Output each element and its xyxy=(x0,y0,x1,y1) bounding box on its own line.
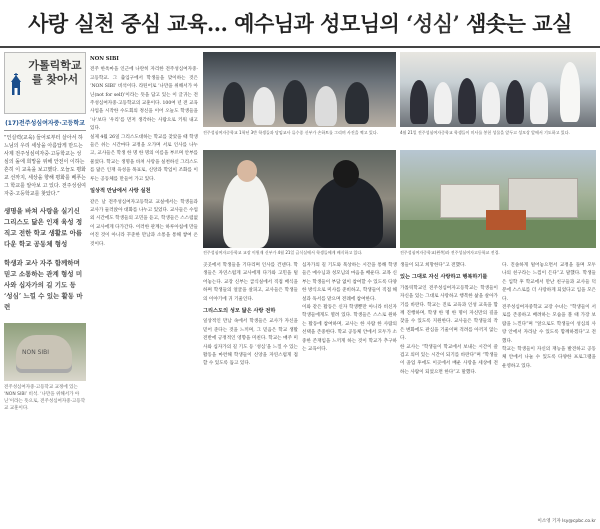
photo-campus-aerial xyxy=(400,150,596,248)
sidebar xyxy=(4,52,86,526)
headline-quote: ‘성심’ xyxy=(406,11,460,36)
paragraph: 실제 4월 26일 그리스도대하는 학교를 찾았을 때 학생들은 쉬는 시간마다 교정을 오가며 서로 인사를 나누고, 교사들은 학생 한 명 한 명의 이름을 부르며 안부를 물었다. 학교는 생명을 바쳐 사랑을 실천하신 그리스도를 닮은 인재 육성을 목표로, 신앙과 학업이 조화를 이루는 공동체를 만들어 가고 있다. xyxy=(90,134,198,182)
paragraph: 생들이 되고 희망한다”고 전했다. xyxy=(400,263,466,268)
photo-caption: 전주성심여자중학교 1학년 3반 학생들과 담임교사 류수종 신부가 손하트를 그리며 사진을 찍고 있다. xyxy=(203,130,378,135)
pull-quote-2: 학생과 교사 자주 함께하며 믿고 소통하는 관계 형성 미사와 십자가의 길 기도 등 ‘성심’ 느낄 수 있는 활동 마련 xyxy=(4,259,83,311)
paragraph: 십자가의 길 기도와 묵상하는 시간을 통해 학생들은 예수님과 성모님의 마음을 배운다. 교목 신부는 학생들이 부담 없이 참여할 수 있도록 다양한 방식으로 미사를 준비하고, 학생들이 직접 해설과 독서를 맡으며 전례에 참여한다. xyxy=(302,263,397,302)
subheading: 있는 그대로 자신 사랑하고 행복하기를 xyxy=(400,274,488,281)
photo-prayer xyxy=(400,52,596,127)
article-column-3 xyxy=(302,262,397,526)
photo-caption: 전주성심여자중학교(왼쪽)과 전주성심여자고등학교 전경. xyxy=(400,250,500,255)
byline: 이소영 기자 lsy@cpbc.co.kr xyxy=(537,519,596,524)
series-title: 가톨릭학교를 찾아서 xyxy=(28,59,82,86)
article-column-1 xyxy=(90,52,198,526)
school-name: (17)전주성심여자중·고등학교 xyxy=(5,120,85,127)
headline-main: 사랑 실천 중심 교육… 예수님과 성모님의 xyxy=(28,11,400,36)
intro-text: “인실력(교육) 들어로부터 살아서 하느님의 우리 세상을 아름답게 만드는 사제 전주성심여자중·고등학교는 성심의 돌에 희망을 위해 안전이 이하는 흔히 이 교육을 보고했다. 오늘도 평화교 선까지, 세상을 향해 평화를 베푸는 그 학교를 알아보 고 있다. 전주성심여자중·고등학교를 찾았다.” xyxy=(4,135,86,197)
paragraph: 곳곳에서 학생들을 기다리며 인사를 건넨다. 학생들은 자연스럽게 교사에게 다가와 고민을 털어놓는다. 교장 신부는 급식실에서 직접 배식을 하며 학생들의 얼굴을 살피고, 교사들은 학생들의 이야기에 귀 기울인다. xyxy=(203,263,298,302)
subheading: 일상적 만남에서 사랑 실천 xyxy=(90,188,151,195)
photo-caption: 전주성심여자고등학교 교장 이원재 신부가 4월 21일 급식실에서 학생들에게 배식하고 있다. xyxy=(203,250,363,255)
church-icon xyxy=(9,73,23,95)
paragraph: 한 교사는 “학생들이 학교에서 보내는 시간이 즐겁고 의미 있는 시간이 되기를 바란다”며 “학생들이 졸업 후에도 이곳에서 배운 사랑을 세상에 전하는 사람이 되었으면 한다”고 말했다. xyxy=(400,344,498,375)
headline-tail: 샘솟는 교실 xyxy=(466,11,572,36)
subheading: 그리스도의 성모 닮은 사랑 전하 xyxy=(203,308,276,315)
paragraph: 학교는 학생들이 자신의 재능을 발견하고 공동체 안에서 나눌 수 있도록 다양한 프로그램을 운영하고 있다. xyxy=(502,347,596,369)
stone-photo xyxy=(4,323,86,381)
paragraph: 이와 같은 활동은 신자 학생뿐만 아니라 비신자 학생들에게도 열려 있다. 학생들은 스스로 원하는 활동에 참여하며, 교사는 한 사람 한 사람의 선택을 존중한다. 학교 공동체 안에서 모두가 소중한 존재임을 느끼게 하는 것이 학교가 추구하는 교육이다. xyxy=(302,305,397,353)
paragraph: 일상적인 만남 속에서 학생들은 교사가 자신을 믿어 준다는 것을 느끼며, 그 믿음은 학교 생활 전반에 긍정적인 영향을 미친다. 학교는 매주 미사와 십자가의 길 기도 등 ‘성심’을 느낄 수 있는 활동을 마련해 학생들이 신앙을 자연스럽게 접할 수 있도록 돕고 있다. xyxy=(203,319,298,367)
article-column-2 xyxy=(203,262,298,526)
stone-label: NON SIBI xyxy=(22,349,50,356)
photo-cafeteria xyxy=(203,150,396,248)
paragraph: 같은 날 전주성심여자고등학교 교실에서는 학생들과 교사가 둘러앉아 대화를 나누고 있었다. 교사들은 수업 외 시간에도 학생들의 고민을 듣고, 학생들은 스스럼없이 교사에게 다가간다. 이러한 관계는 하루아침에 만들어진 것이 아니라 꾸준한 만남과 소통을 통해 쌓여 온 것이다. xyxy=(90,199,198,247)
photo-classroom xyxy=(203,52,396,127)
article-column-4 xyxy=(400,262,498,526)
pull-quote: 생명을 바쳐 사랑을 실기신 그리스도 닮은 인재 육성 정직고 전한 학교 생활로 아름다운 학교 공동체 형성 xyxy=(4,207,83,248)
paragraph: 다. 진솔하게 털어놓으면서 교정을 돌며 모두 나의 친구라는 느낌이 든다”고 말했다. 학생들은 입학 후 학교에서 만난 친구들과 교사들 덕분에 스스로를 더 사랑하게 되었다고 입을 모은다. xyxy=(502,263,596,302)
photo-caption: 전주성심여자중·고등학교 교정에 있는 ‘NON SIBI’ 비석. ‘나만을 위해서가 아닌’이라는 뜻으로, 전주성심여자중·고등학교 교훈이다. xyxy=(4,385,86,411)
photo-caption: 4월 21일 전주성심여자중학교 학생들이 미사를 봉헌 성물을 앞두고 성모상 앞에서 기도하고 있다. xyxy=(400,130,570,135)
section-lead: NON SIBI xyxy=(90,56,119,62)
headline xyxy=(0,0,600,48)
paragraph: 가톨릭학교인 전주성심여자고등학교는 학생들이 자신을 있는 그대로 사랑하고 행복한 삶을 살아가기를 바란다. 학교는 진로 교육과 인성 교육을 함께 진행하며, 학생 한 명 한 명이 자신만의 길을 찾을 수 있도록 지원한다. 교사들은 학생들의 작은 변화에도 관심을 기울이며 격려를 아끼지 않는다. xyxy=(400,285,498,342)
article-column-5 xyxy=(502,262,596,526)
series-box xyxy=(4,52,86,114)
divider xyxy=(4,130,86,131)
paragraph: 전주 한옥마을 인근에 나란히 자리한 전주성심여자중·고등학교. 그 출입구에서 학생들을 맞이하는 것은 ‘NON SIBI’ 비석이다. 라틴어로 ‘나만을 위해서가 아닌(not for self)’이라는 뜻을 담고 있는 이 글귀는 전주성심여자중·고등학교의 교훈이다. 100여 년 전 교육 사업을 시작한 수도회의 정신을 이어 오늘도 학생들을 ‘나’보다 ‘우리’를 먼저 생각하는 사람으로 키워 내고 있다. xyxy=(90,67,198,132)
paragraph: 전주성심여자중학교 교장 수녀는 “학생들이 서로를 존중하고 배려하는 모습을 볼 때 가장 보람을 느낀다”며 “앞으로도 학생들이 성심의 사랑 안에서 자라날 수 있도록 함께하겠다”고 전했다. xyxy=(502,305,596,344)
headline-rule xyxy=(0,46,600,48)
